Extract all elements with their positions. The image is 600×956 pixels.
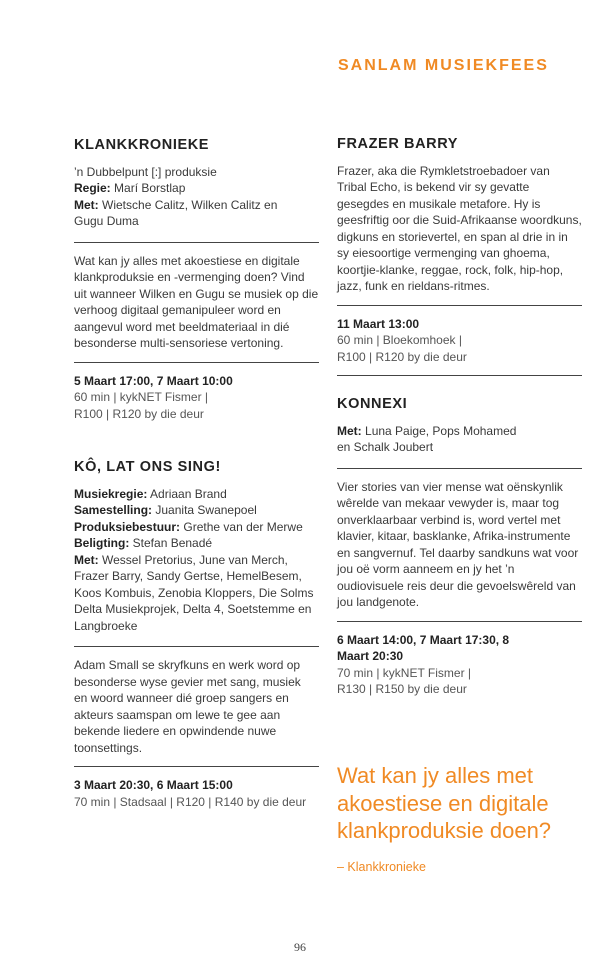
divider	[74, 646, 319, 647]
credit-label: Met:	[337, 423, 362, 438]
credit-value: Marí Borstlap	[114, 181, 186, 195]
schedule-klankkronieke	[74, 373, 319, 423]
event-title-klankkronieke: KLANKKRONIEKE	[74, 137, 210, 153]
credit-value: Adriaan Brand	[150, 486, 227, 501]
event-price: R100 | R120 by die deur	[74, 406, 204, 421]
credit-label: Musiekregie:	[74, 486, 148, 501]
credit-value: Luna Paige, Pops Mohamed en Schalk Joubert	[337, 423, 517, 454]
event-details: 70 min | Stadsaal | R120 | R140 by die deur	[74, 794, 307, 809]
divider	[337, 468, 582, 469]
credit-line	[74, 197, 319, 230]
page-number: 96	[294, 940, 306, 954]
event-title-ko-lat-ons-sing: KÔ, LAT ONS SING!	[74, 459, 221, 475]
credit-value: Grethe van der Merwe	[183, 519, 303, 534]
schedule-frazer-barry	[337, 316, 582, 366]
credit-line	[74, 486, 319, 503]
divider	[74, 362, 319, 363]
schedule-ko-lat-ons-sing	[74, 777, 319, 810]
event-price: R130 | R150 by die deur	[337, 682, 467, 696]
event-title-frazer-barry: FRAZER BARRY	[337, 136, 459, 152]
credit-label: Beligting:	[74, 536, 130, 550]
credit-line	[74, 180, 319, 197]
schedule-konnexi	[337, 632, 582, 698]
credit-line	[74, 535, 319, 552]
credit-line	[337, 423, 522, 456]
event-description: Vier stories van vier mense wat oënskynlik wêrelde van mekaar vewyder is, maar tog onverklaarbaar verbind is, word vertel met klavier, kitaar, basklanke, Afrika-instrumente en sangvernuf. Tel daarby sandkuns wat voor jou oë vorm aanneem en jy het ’n oudiovisuele reis deur die gevoelswêreld van jou landgenote.	[337, 479, 579, 609]
event-dates: 6 Maart 14:00, 7 Maart 17:30, 8 Maart 20:30	[337, 632, 510, 663]
credit-line	[74, 552, 319, 635]
credit-value: Wietsche Calitz, Wilken Calitz en Gugu Duma	[74, 197, 278, 228]
divider	[337, 375, 582, 376]
credit-label: Met:	[74, 552, 99, 567]
credit-line	[74, 502, 319, 519]
credit-value: Juanita Swanepoel	[155, 503, 257, 517]
quote-attribution: – Klankkronieke	[337, 860, 426, 874]
divider	[74, 242, 319, 243]
event-details: 60 min | kykNET Fismer |	[74, 390, 209, 404]
right-column	[337, 136, 582, 698]
credits-konnexi	[337, 423, 582, 456]
credit-value: Stefan Benadé	[132, 536, 213, 550]
event-details: 60 min | Bloekomhoek |	[337, 333, 462, 347]
divider	[337, 621, 582, 622]
divider	[337, 305, 582, 306]
event-dates: 11 Maart 13:00	[337, 316, 420, 331]
event-details: 70 min | kykNET Fismer |	[337, 665, 472, 680]
event-price: R100 | R120 by die deur	[337, 349, 467, 364]
pull-quote: Wat kan jy alles met akoestiese en digitale klankproduksie doen?	[337, 763, 552, 843]
production-intro: ’n Dubbelpunt [:] produksie	[74, 164, 217, 179]
event-dates: 3 Maart 20:30, 6 Maart 15:00	[74, 778, 233, 792]
credit-label: Met:	[74, 197, 99, 212]
event-dates: 5 Maart 17:00, 7 Maart 10:00	[74, 373, 233, 388]
credit-label: Regie:	[74, 181, 111, 195]
credit-line	[74, 519, 319, 536]
event-title-konnexi: KONNEXI	[337, 396, 408, 412]
event-description: Frazer, aka die Rymkletstroebadoer van Tribal Echo, is bekend vir sy gevatte gesegdes en musikale metafore. Hy is geesfriftig oor die Suid-Afrikaanse woordkuns, digkuns en storievertel, en span al drie in in sy eiesoortige vermenging van ghoema, koortjie-klanke, reggae, rock, folk, hip-hop, jazz, funk en rieldans-ritmes.	[337, 163, 582, 293]
credit-label: Produksiebestuur:	[74, 519, 181, 534]
event-description: Wat kan jy alles met akoestiese en digitale klankproduksie en -vermenging doen? Vind uit wanneer Wilken en Gugu se musiek op die verhoog digitaal gemanipuleer word en aangevul word met beeldmateriaal in dié besonderse multi-sensoriese vertoning.	[74, 253, 319, 350]
credits-klankkronieke	[74, 164, 319, 230]
credit-label: Samestelling:	[74, 503, 153, 517]
section-header: SANLAM MUSIEKFEES	[338, 57, 549, 74]
left-column	[74, 137, 319, 810]
credit-value: Wessel Pretorius, June van Merch, Frazer Barry, Sandy Gertse, HemelBesem, Koos Kombuis, Zenobia Kloppers, Die Solms Delta Musiekprojek, Delta 4, Soetstemme en Langbroeke	[74, 552, 314, 633]
event-description: Adam Small se skryfkuns en werk word op besonderse wyse gevier met sang, musiek en woord wanneer dié groep sangers en akteurs saamspan om lewe te gee aan bekende liedere en opwindende nuwe toonsettings.	[74, 658, 301, 755]
divider	[74, 766, 319, 767]
credits-ko-lat-ons-sing	[74, 486, 319, 635]
